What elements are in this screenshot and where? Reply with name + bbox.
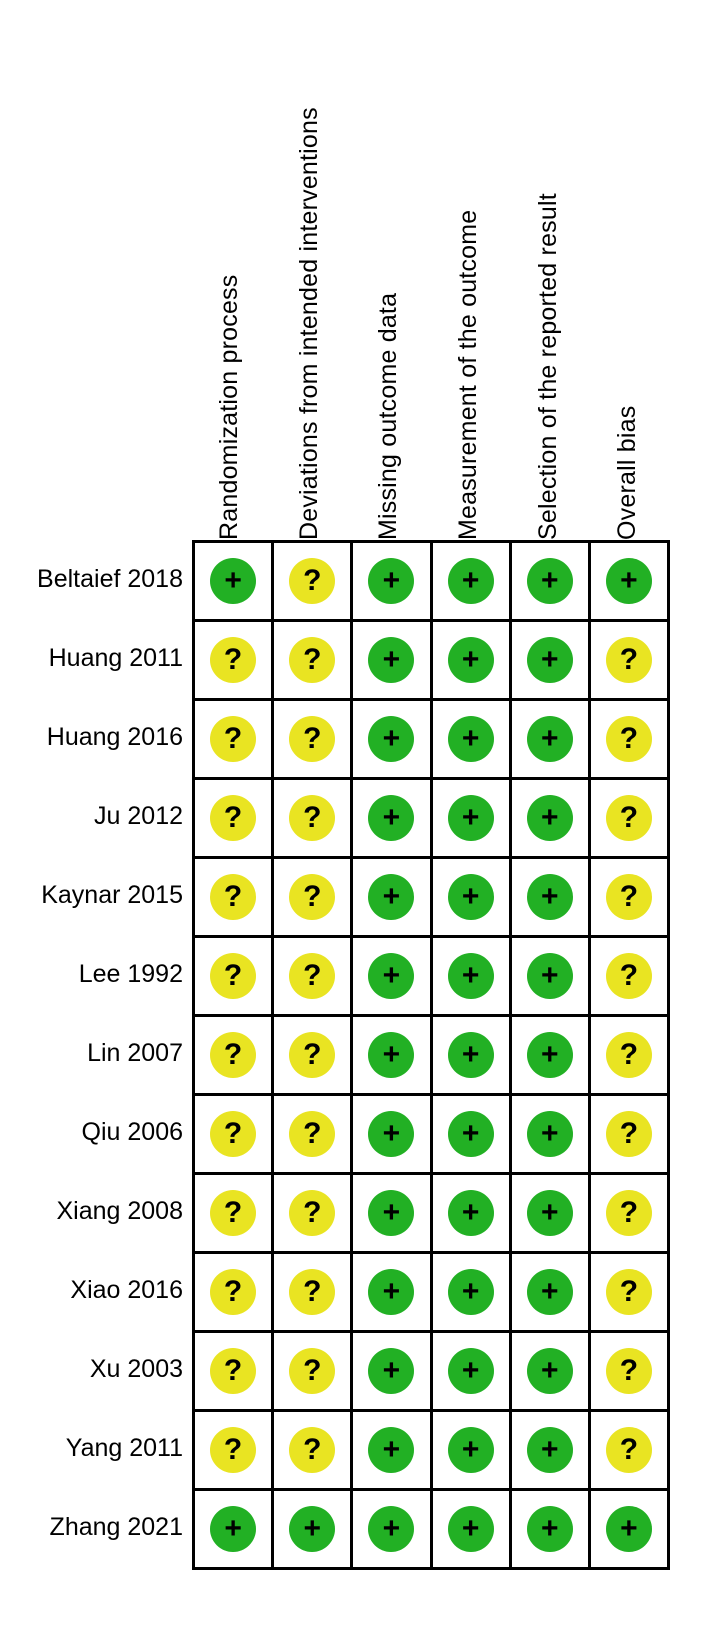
judgement-some-icon: ? [210,1269,256,1315]
judgement-some-icon: ? [289,637,335,683]
judgement-cell [512,701,591,777]
judgement-cell [433,1254,512,1330]
judgement-cell [433,622,512,698]
judgement-low-icon: + [368,1032,414,1078]
judgement-cell [274,1412,353,1488]
table-row [195,1175,667,1254]
study-label: Xiang 2008 [56,1197,183,1225]
study-label: Xiao 2016 [70,1276,183,1304]
judgement-low-icon: + [448,1269,494,1315]
judgement-cell [591,543,667,619]
judgement-cell [353,1017,432,1093]
judgement-cell [353,1096,432,1172]
judgement-some-icon: ? [210,1032,256,1078]
judgement-cell [353,1175,432,1251]
judgement-some-icon: ? [210,637,256,683]
judgement-some-icon: ? [289,1032,335,1078]
table-row [195,1412,667,1491]
judgement-cell [195,1017,274,1093]
judgement-cell [353,1254,432,1330]
judgement-low-icon: + [368,1348,414,1394]
judgement-grid [192,540,670,1570]
judgement-some-icon: ? [289,1111,335,1157]
judgement-low-icon: + [527,953,573,999]
judgement-some-icon: ? [606,795,652,841]
table-row [195,622,667,701]
judgement-cell [274,1017,353,1093]
study-label: Kaynar 2015 [41,881,183,909]
judgement-some-icon: ? [289,558,335,604]
judgement-cell [433,938,512,1014]
study-label: Huang 2011 [48,644,183,672]
judgement-some-icon: ? [289,716,335,762]
judgement-cell [274,622,353,698]
judgement-cell [512,1491,591,1567]
judgement-low-icon: + [448,716,494,762]
judgement-low-icon: + [527,1506,573,1552]
judgement-cell [591,938,667,1014]
judgement-some-icon: ? [606,716,652,762]
judgement-some-icon: ? [606,637,652,683]
judgement-cell [274,543,353,619]
judgement-cell [591,1412,667,1488]
judgement-low-icon: + [368,1111,414,1157]
judgement-cell [512,1017,591,1093]
judgement-cell [195,1175,274,1251]
judgement-cell [433,543,512,619]
judgement-cell [274,701,353,777]
judgement-some-icon: ? [289,874,335,920]
judgement-low-icon: + [368,1506,414,1552]
judgement-cell [433,1096,512,1172]
judgement-cell [591,859,667,935]
judgement-cell [591,1491,667,1567]
judgement-cell [353,1412,432,1488]
judgement-some-icon: ? [606,1190,652,1236]
judgement-some-icon: ? [210,795,256,841]
judgement-low-icon: + [527,1032,573,1078]
judgement-some-icon: ? [210,1190,256,1236]
judgement-low-icon: + [606,558,652,604]
judgement-low-icon: + [368,558,414,604]
judgement-some-icon: ? [289,1190,335,1236]
judgement-low-icon: + [448,637,494,683]
judgement-cell [512,859,591,935]
judgement-some-icon: ? [606,1427,652,1473]
judgement-cell [512,938,591,1014]
judgement-low-icon: + [527,1269,573,1315]
judgement-some-icon: ? [289,1269,335,1315]
judgement-cell [353,780,432,856]
judgement-cell [591,1333,667,1409]
judgement-cell [353,622,432,698]
judgement-some-icon: ? [606,874,652,920]
study-label: Lee 1992 [78,960,183,988]
judgement-cell [512,1333,591,1409]
study-label: Huang 2016 [46,723,183,751]
judgement-cell [433,1412,512,1488]
judgement-low-icon: + [368,1269,414,1315]
judgement-low-icon: + [448,558,494,604]
table-row [195,1254,667,1333]
judgement-cell [512,543,591,619]
judgement-cell [433,780,512,856]
judgement-cell [433,701,512,777]
judgement-cell [353,1491,432,1567]
judgement-low-icon: + [527,1427,573,1473]
judgement-low-icon: + [527,1190,573,1236]
judgement-cell [353,938,432,1014]
judgement-some-icon: ? [606,953,652,999]
judgement-cell [433,1333,512,1409]
judgement-cell [433,1017,512,1093]
judgement-low-icon: + [368,874,414,920]
judgement-low-icon: + [368,637,414,683]
judgement-some-icon: ? [210,953,256,999]
judgement-low-icon: + [448,1348,494,1394]
column-header-2: Missing outcome data [374,292,403,540]
column-header-1: Deviations from intended interventions [294,107,323,540]
judgement-cell [274,780,353,856]
judgement-some-icon: ? [606,1348,652,1394]
table-row [195,701,667,780]
judgement-cell [353,1333,432,1409]
judgement-low-icon: + [368,1190,414,1236]
study-label: Zhang 2021 [49,1513,183,1541]
judgement-some-icon: ? [210,1111,256,1157]
study-label: Ju 2012 [94,802,183,830]
study-label: Lin 2007 [87,1039,183,1067]
study-label: Beltaief 2018 [37,565,183,593]
table-row [195,938,667,1017]
judgement-low-icon: + [368,953,414,999]
judgement-cell [195,1333,274,1409]
judgement-some-icon: ? [606,1269,652,1315]
judgement-cell [353,701,432,777]
judgement-cell [591,1017,667,1093]
judgement-low-icon: + [527,1111,573,1157]
judgement-cell [591,1175,667,1251]
judgement-cell [274,1333,353,1409]
judgement-cell [591,622,667,698]
column-header-0: Randomization process [214,274,243,540]
judgement-low-icon: + [527,795,573,841]
judgement-low-icon: + [289,1506,335,1552]
judgement-some-icon: ? [289,1427,335,1473]
judgement-cell [512,780,591,856]
judgement-cell [591,701,667,777]
judgement-cell [433,1175,512,1251]
judgement-cell [274,938,353,1014]
column-headers [0,0,705,540]
judgement-low-icon: + [368,716,414,762]
judgement-low-icon: + [527,558,573,604]
judgement-low-icon: + [527,716,573,762]
judgement-low-icon: + [368,795,414,841]
table-row [195,543,667,622]
judgement-cell [195,543,274,619]
judgement-low-icon: + [448,1427,494,1473]
judgement-some-icon: ? [606,1111,652,1157]
judgement-cell [433,1491,512,1567]
judgement-low-icon: + [210,558,256,604]
judgement-cell [274,1491,353,1567]
judgement-cell [512,1412,591,1488]
judgement-some-icon: ? [606,1032,652,1078]
judgement-low-icon: + [448,953,494,999]
judgement-low-icon: + [527,1348,573,1394]
study-label: Yang 2011 [65,1434,183,1462]
judgement-cell [195,701,274,777]
judgement-cell [195,1412,274,1488]
judgement-cell [195,938,274,1014]
column-header-5: Overall bias [613,405,642,540]
table-row [195,859,667,938]
judgement-cell [353,859,432,935]
judgement-some-icon: ? [210,1348,256,1394]
judgement-cell [274,1096,353,1172]
judgement-some-icon: ? [210,1427,256,1473]
study-labels-column [0,540,192,1567]
judgement-cell [195,1096,274,1172]
judgement-cell [591,1254,667,1330]
judgement-cell [591,1096,667,1172]
judgement-cell [195,1491,274,1567]
table-row [195,1017,667,1096]
study-label: Qiu 2006 [81,1118,183,1146]
judgement-some-icon: ? [289,795,335,841]
judgement-cell [195,780,274,856]
judgement-cell [512,1096,591,1172]
judgement-some-icon: ? [210,716,256,762]
judgement-cell [353,543,432,619]
column-header-3: Measurement of the outcome [453,209,482,540]
table-row [195,1096,667,1175]
judgement-cell [274,1175,353,1251]
table-row [195,780,667,859]
judgement-low-icon: + [527,637,573,683]
judgement-cell [274,1254,353,1330]
judgement-some-icon: ? [289,953,335,999]
judgement-cell [195,622,274,698]
judgement-cell [274,859,353,935]
judgement-cell [433,859,512,935]
judgement-low-icon: + [606,1506,652,1552]
judgement-low-icon: + [448,795,494,841]
table-row [195,1333,667,1412]
judgement-some-icon: ? [210,874,256,920]
judgement-cell [195,859,274,935]
judgement-cell [591,780,667,856]
judgement-low-icon: + [448,1190,494,1236]
judgement-low-icon: + [448,1506,494,1552]
study-label: Xu 2003 [89,1355,183,1383]
judgement-low-icon: + [448,1032,494,1078]
table-row [195,1491,667,1570]
judgement-low-icon: + [210,1506,256,1552]
judgement-low-icon: + [448,874,494,920]
judgement-cell [512,622,591,698]
judgement-low-icon: + [368,1427,414,1473]
judgement-low-icon: + [448,1111,494,1157]
judgement-some-icon: ? [289,1348,335,1394]
judgement-low-icon: + [527,874,573,920]
judgement-cell [195,1254,274,1330]
judgement-cell [512,1175,591,1251]
judgement-cell [512,1254,591,1330]
column-header-4: Selection of the reported result [533,193,562,540]
